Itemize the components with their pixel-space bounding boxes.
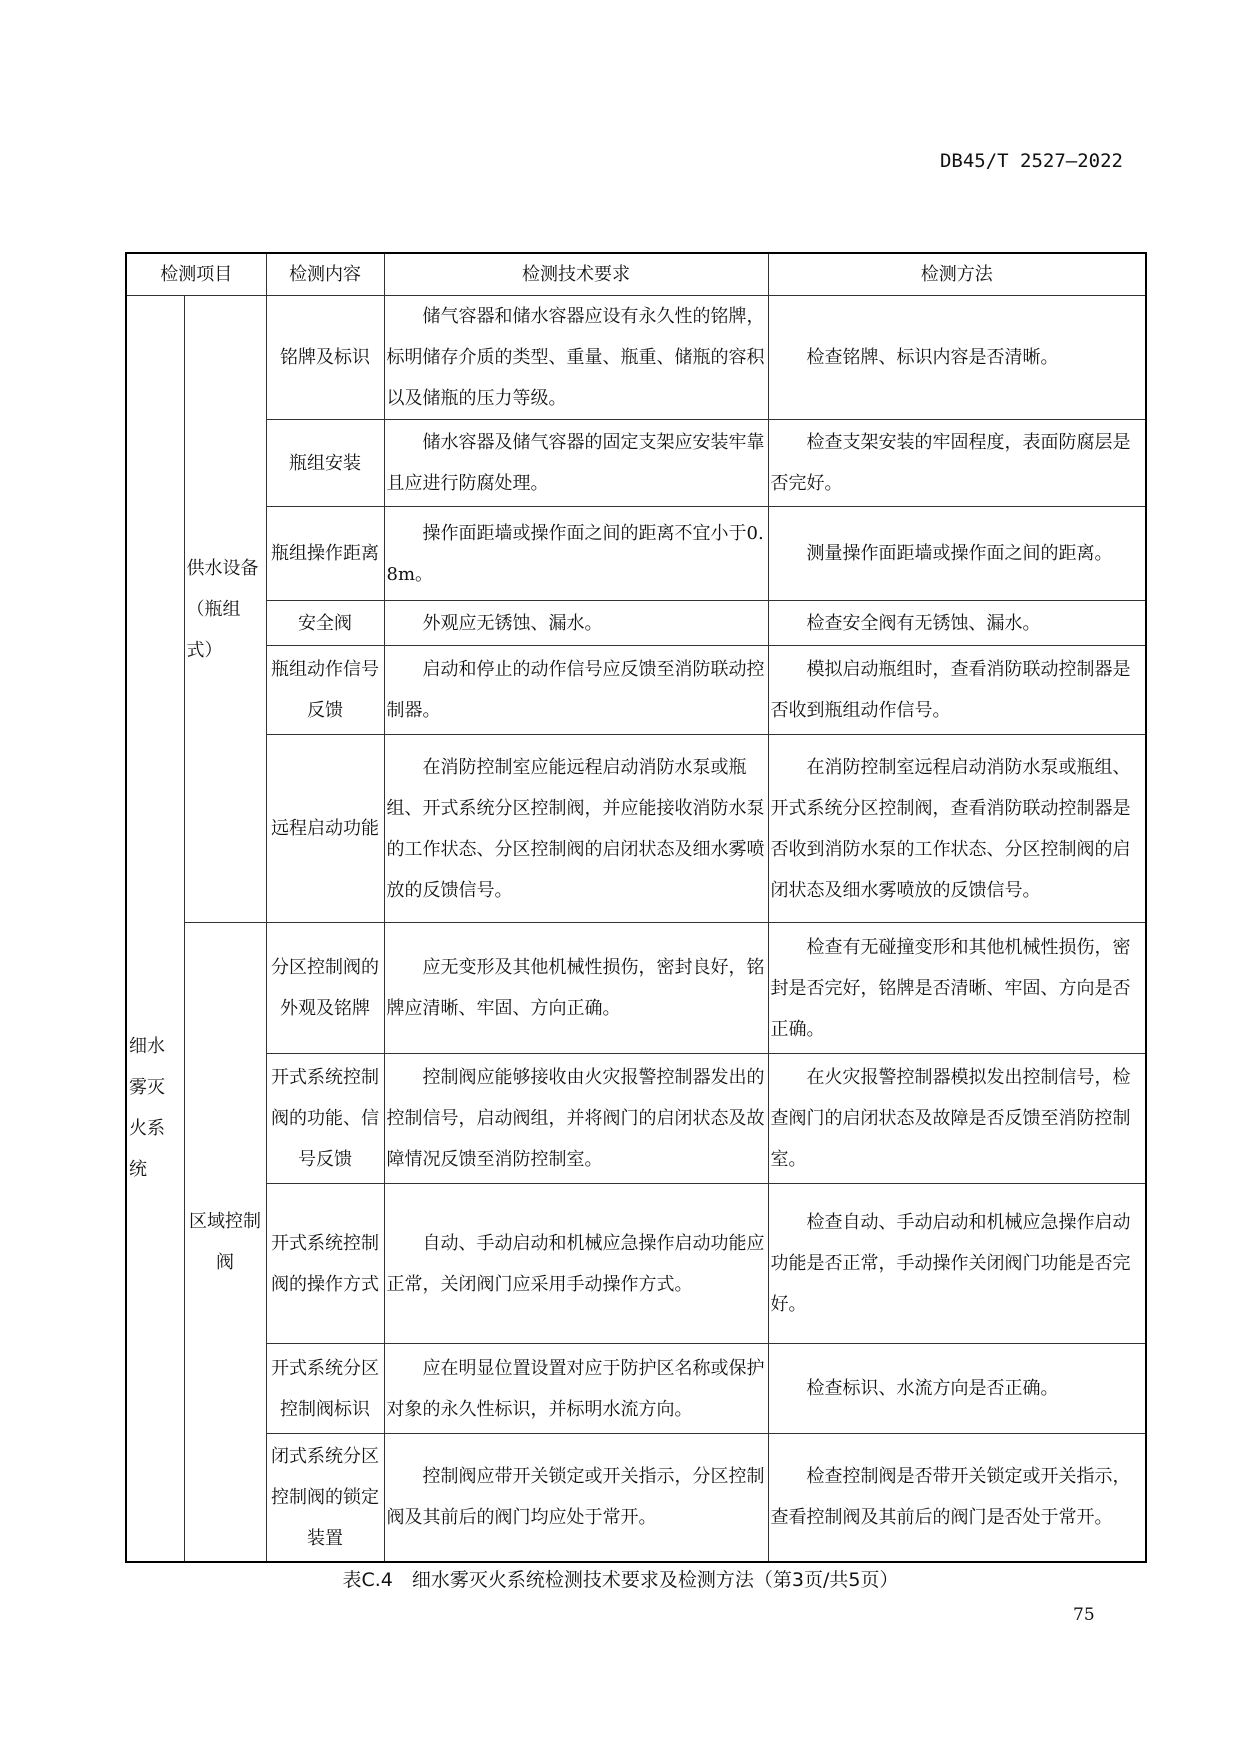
- inspection-method: 在消防控制室远程启动消防水泵或瓶组、开式系统分区控制阀，查看消防联动控制器是否收到消防水泵的工作状态、分区控制阀的启闭状态及细水雾喷放的反馈信号。: [768, 735, 1146, 923]
- inspection-table: [125, 252, 1147, 1563]
- header-method: 检测方法: [768, 253, 1146, 296]
- table-row: [126, 507, 1146, 601]
- table-row: [126, 1054, 1146, 1184]
- inspection-content: 瓶组动作信号反馈: [266, 646, 384, 735]
- technical-requirement: 外观应无锈蚀、漏水。: [384, 601, 768, 646]
- inspection-method: 模拟启动瓶组时，查看消防联动控制器是否收到瓶组动作信号。: [768, 646, 1146, 735]
- inspection-method: 测量操作面距墙或操作面之间的距离。: [768, 507, 1146, 601]
- inspection-content: 安全阀: [266, 601, 384, 646]
- technical-requirement: 控制阀应能够接收由火灾报警控制器发出的控制信号，启动阀组，并将阀门的启闭状态及故障情况反馈至消防控制室。: [384, 1054, 768, 1184]
- inspection-method: 在火灾报警控制器模拟发出控制信号，检查阀门的启闭状态及故障是否反馈至消防控制室。: [768, 1054, 1146, 1184]
- technical-requirement: 操作面距墙或操作面之间的距离不宜小于0.8m。: [384, 507, 768, 601]
- group-name: 区域控制阀: [184, 923, 266, 1562]
- table-row: [126, 1344, 1146, 1434]
- table-row: [126, 420, 1146, 507]
- technical-requirement: 应在明显位置设置对应于防护区名称或保护对象的永久性标识，并标明水流方向。: [384, 1344, 768, 1434]
- table-row: [126, 646, 1146, 735]
- table-row: [126, 923, 1146, 1054]
- technical-requirement: 应无变形及其他机械性损伤，密封良好，铭牌应清晰、牢固、方向正确。: [384, 923, 768, 1054]
- technical-requirement: 在消防控制室应能远程启动消防水泵或瓶组、开式系统分区控制阀，并应能接收消防水泵的工作状态、分区控制阀的启闭状态及细水雾喷放的反馈信号。: [384, 735, 768, 923]
- inspection-method: 检查有无碰撞变形和其他机械性损伤，密封是否完好，铭牌是否清晰、牢固、方向是否正确。: [768, 923, 1146, 1054]
- inspection-method: 检查支架安装的牢固程度，表面防腐层是否完好。: [768, 420, 1146, 507]
- header-content: 检测内容: [266, 253, 384, 296]
- inspection-content: 开式系统控制阀的操作方式: [266, 1184, 384, 1344]
- table-row: [126, 735, 1146, 923]
- technical-requirement: 控制阀应带开关锁定或开关指示，分区控制阀及其前后的阀门均应处于常开。: [384, 1434, 768, 1562]
- technical-requirement: 自动、手动启动和机械应急操作启动功能应正常，关闭阀门应采用手动操作方式。: [384, 1184, 768, 1344]
- technical-requirement: 启动和停止的动作信号应反馈至消防联动控制器。: [384, 646, 768, 735]
- inspection-content: 分区控制阀的外观及铭牌: [266, 923, 384, 1054]
- inspection-content: 远程启动功能: [266, 735, 384, 923]
- group-name: 供水设备（瓶组式）: [184, 296, 266, 923]
- inspection-content: 瓶组操作距离: [266, 507, 384, 601]
- inspection-method: 检查铭牌、标识内容是否清晰。: [768, 296, 1146, 420]
- table-row: [126, 296, 1146, 420]
- inspection-content: 开式系统控制阀的功能、信号反馈: [266, 1054, 384, 1184]
- technical-requirement: 储气容器和储水容器应设有永久性的铭牌，标明储存介质的类型、重量、瓶重、储瓶的容积以及储瓶的压力等级。: [384, 296, 768, 420]
- inspection-method: 检查安全阀有无锈蚀、漏水。: [768, 601, 1146, 646]
- inspection-content: 瓶组安装: [266, 420, 384, 507]
- table-row: [126, 1434, 1146, 1562]
- inspection-method: 检查标识、水流方向是否正确。: [768, 1344, 1146, 1434]
- table-header-row: [126, 253, 1146, 296]
- table-row: [126, 601, 1146, 646]
- inspection-method: 检查自动、手动启动和机械应急操作启动功能是否正常，手动操作关闭阀门功能是否完好。: [768, 1184, 1146, 1344]
- document-number: DB45/T 2527—2022: [939, 150, 1123, 172]
- inspection-content: 铭牌及标识: [266, 296, 384, 420]
- inspection-content: 闭式系统分区控制阀的锁定装置: [266, 1434, 384, 1562]
- technical-requirement: 储水容器及储气容器的固定支架应安装牢靠且应进行防腐处理。: [384, 420, 768, 507]
- system-name: 细水雾灭火系统: [126, 296, 184, 1562]
- table-row: [126, 1184, 1146, 1344]
- inspection-content: 开式系统分区控制阀标识: [266, 1344, 384, 1434]
- header-requirement: 检测技术要求: [384, 253, 768, 296]
- page-number: 75: [1073, 1605, 1095, 1625]
- inspection-method: 检查控制阀是否带开关锁定或开关指示，查看控制阀及其前后的阀门是否处于常开。: [768, 1434, 1146, 1562]
- header-item: 检测项目: [126, 253, 266, 296]
- table-caption: 表C.4 细水雾灭火系统检测技术要求及检测方法（第3页/共5页）: [342, 1569, 899, 1591]
